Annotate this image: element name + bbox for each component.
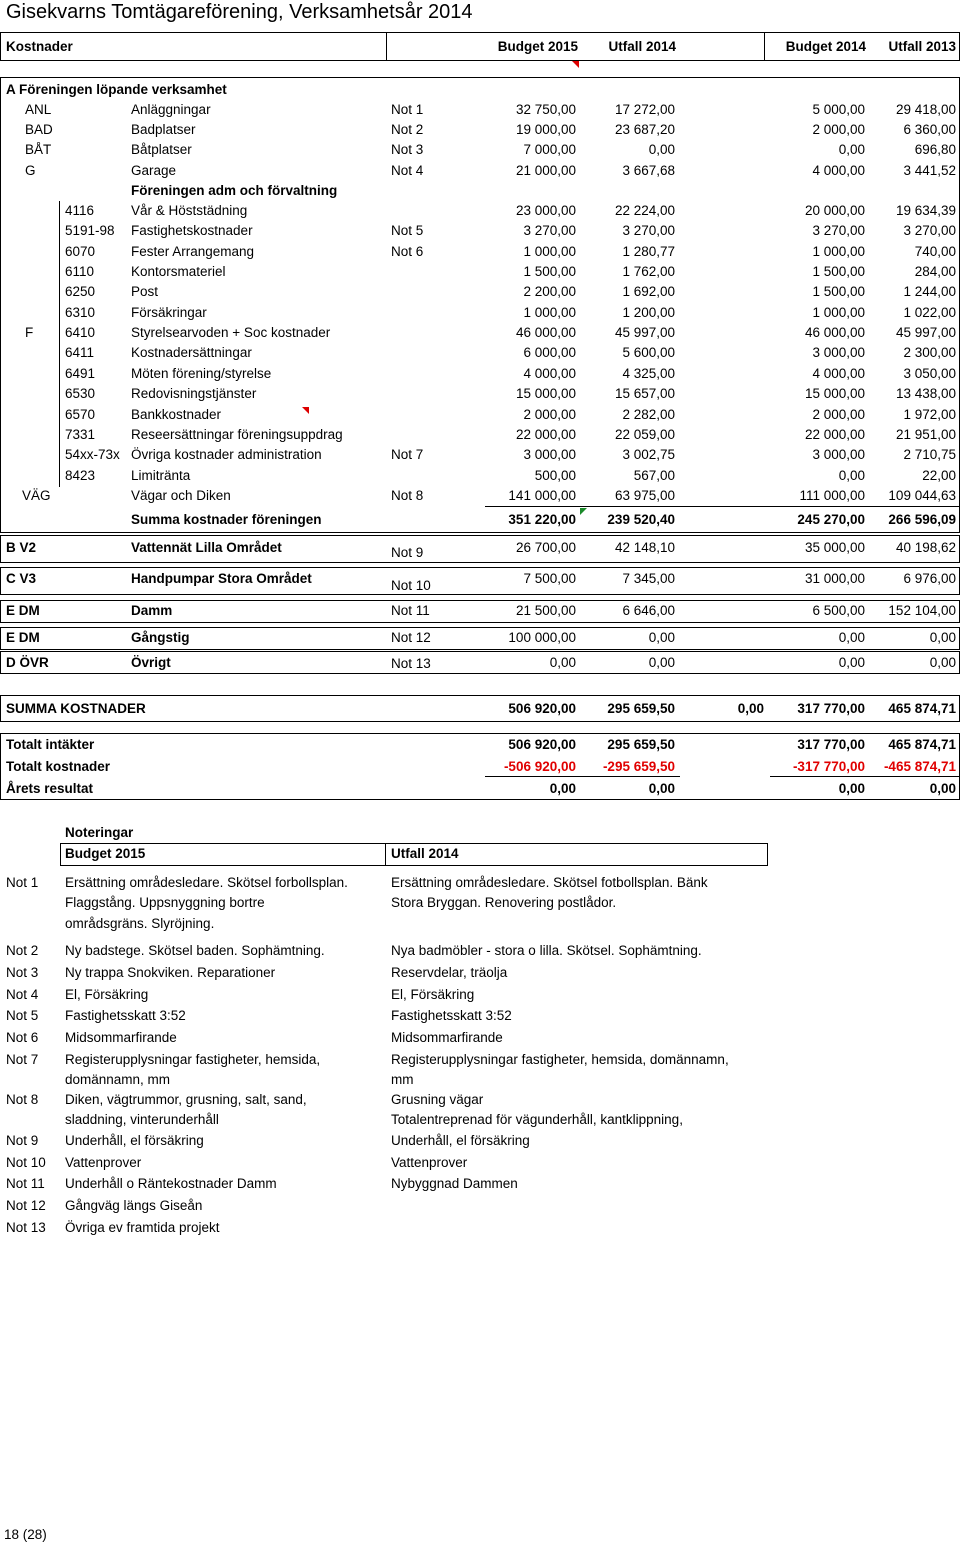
row-budget-2014: 22 000,00	[804, 426, 865, 442]
row-name: Försäkringar	[131, 304, 207, 320]
row-utfall-2013: 3 050,00	[903, 365, 956, 381]
total-budget-2014: -317 770,00	[792, 759, 865, 774]
row-utfall-2013: 1 244,00	[903, 284, 956, 300]
note-utfall-line: Stora Bryggan. Renovering postlådor.	[391, 895, 617, 911]
row-utfall-2013: 1 022,00	[903, 304, 956, 320]
row-budget-2015: 6 000,00	[523, 345, 576, 361]
note-id: Not 8	[6, 1092, 39, 1107]
row-budget-2015: 1 000,00	[523, 304, 576, 320]
note-budget-line: Diken, vägtrummor, grusning, salt, sand,	[65, 1092, 307, 1107]
note-utfall-line: Totalentreprenad för vägunderhåll, kantklippning,	[391, 1112, 683, 1128]
total-budget-2014: 0,00	[838, 781, 865, 796]
note-budget-line: Gångväg längs Giseån	[65, 1198, 203, 1213]
total-budget-2015: 0,00	[549, 781, 576, 796]
note-budget-line: Vattenprover	[65, 1155, 142, 1170]
total-utfall-2014: 0,00	[648, 781, 675, 796]
row-name: Kostnadersättningar	[131, 345, 252, 361]
note-utfall-line: Nya badmöbler - stora o lilla. Skötsel. Sophämtning.	[391, 943, 702, 958]
row-utfall-2013: 6 976,00	[903, 571, 956, 586]
row-note: Not 10	[391, 578, 431, 593]
row-utfall-2014: 42 148,10	[614, 540, 675, 555]
notes-title: Noteringar	[65, 825, 134, 840]
row-account: 6570	[65, 406, 96, 422]
row-name: Garage	[131, 163, 177, 178]
row-budget-2014: 0,00	[838, 630, 865, 645]
row-account: 6530	[65, 386, 96, 402]
row-account: 7331	[65, 426, 96, 442]
row-name: Fester Arrangemang	[131, 243, 255, 259]
row-budget-2014: 111 000,00	[799, 488, 865, 503]
row-name: Fastighetskostnader	[131, 223, 253, 239]
row-name: Kontorsmateriel	[131, 264, 226, 280]
row-budget-2015: 19 000,00	[515, 122, 576, 137]
row-budget-2015: 500,00	[534, 467, 576, 483]
note-utfall-line: Grusning vägar	[391, 1092, 484, 1107]
row-note: Not 11	[391, 603, 430, 618]
total-utfall-2014: -295 659,50	[602, 759, 675, 774]
row-note: Not 9	[391, 545, 424, 560]
row-utfall-2013: 3 441,52	[903, 163, 956, 178]
note-utfall-line: Fastighetsskatt 3:52	[391, 1008, 512, 1023]
summa-kostnader-label: SUMMA KOSTNADER	[6, 701, 146, 716]
row-utfall-2014: 3 002,75	[622, 447, 675, 463]
total-utfall-2013: 465 874,71	[888, 737, 956, 752]
row-account: 54xx-73x	[65, 447, 120, 463]
row-note: Not 8	[391, 488, 424, 503]
row-code: E DM	[6, 603, 40, 618]
comment-marker	[580, 508, 587, 515]
row-budget-2014: 1 000,00	[812, 304, 865, 320]
note-budget-line: Flaggstång. Uppsnyggning bortre	[65, 895, 265, 911]
row-utfall-2013: 0,00	[929, 655, 956, 670]
row-utfall-2013: 21 951,00	[895, 426, 956, 442]
row-utfall-2013: 45 997,00	[895, 325, 956, 341]
row-budget-2015: 7 500,00	[523, 571, 576, 586]
row-budget-2014: 6 500,00	[812, 603, 865, 618]
row-account: 4116	[65, 203, 95, 218]
row-budget-2015: 0,00	[549, 655, 576, 670]
note-utfall-line: Vattenprover	[391, 1155, 468, 1170]
note-utfall-line: Underhåll, el försäkring	[391, 1133, 530, 1148]
row-note: Not 7	[391, 447, 424, 463]
header-utfall-2014: Utfall 2014	[608, 39, 676, 54]
total-budget-2015: 506 920,00	[508, 737, 576, 752]
row-name: Möten förening/styrelse	[131, 365, 272, 381]
row-name: Handpumpar Stora Området	[131, 571, 312, 586]
row-note: Not 2	[391, 122, 424, 137]
row-budget-2014: 31 000,00	[804, 571, 865, 586]
row-name: Övriga kostnader administration	[131, 447, 322, 463]
row-utfall-2013: 13 438,00	[895, 386, 956, 402]
note-id: Not 6	[6, 1030, 39, 1045]
row-name: Post	[131, 284, 159, 300]
row-name: Vägar och Diken	[131, 488, 231, 503]
row-budget-2014: 0,00	[838, 142, 865, 157]
row-account: 6410	[65, 325, 96, 341]
row-utfall-2014: 5 600,00	[622, 345, 675, 361]
total-budget-2015: -506 920,00	[503, 759, 576, 774]
row-note: Not 5	[391, 223, 424, 239]
row-account: 6250	[65, 284, 96, 300]
row-note: Not 6	[391, 243, 424, 259]
row-utfall-2014: 23 687,20	[614, 122, 675, 137]
row-utfall-2014: 45 997,00	[614, 325, 675, 341]
row-name: Övrigt	[131, 655, 171, 670]
row-utfall-2013: 1 972,00	[903, 406, 956, 422]
note-id: Not 5	[6, 1008, 39, 1023]
row-utfall-2014: 1 280,77	[622, 243, 675, 259]
row-account: 6310	[65, 304, 96, 320]
row-code: VÄG	[22, 488, 51, 503]
note-id: Not 10	[6, 1155, 46, 1170]
row-utfall-2013: 19 634,39	[895, 203, 956, 218]
row-budget-2015: 23 000,00	[515, 203, 576, 218]
row-budget-2015: 21 000,00	[515, 163, 576, 178]
row-utfall-2014: 15 657,00	[614, 386, 675, 402]
row-utfall-2014: 22 224,00	[614, 203, 675, 218]
row-utfall-2014: 567,00	[633, 467, 675, 483]
row-budget-2015: 141 000,00	[508, 488, 576, 503]
summa-kostnader-b15: 506 920,00	[508, 701, 576, 716]
row-name: Redovisningstjänster	[131, 386, 257, 402]
row-name: Styrelsearvoden + Soc kostnader	[131, 325, 331, 341]
total-utfall-2013: 0,00	[929, 781, 956, 796]
row-utfall-2014: 4 325,00	[622, 365, 675, 381]
note-id: Not 13	[6, 1220, 46, 1235]
row-budget-2014: 1 500,00	[812, 264, 865, 280]
note-budget-line: Underhåll, el försäkring	[65, 1133, 204, 1148]
total-label: Årets resultat	[6, 781, 94, 796]
note-utfall-line: mm	[391, 1072, 414, 1088]
row-utfall-2014: 1 692,00	[622, 284, 675, 300]
row-utfall-2014: 6 646,00	[622, 603, 675, 618]
row-name: Vår & Höststädning	[131, 203, 248, 218]
row-utfall-2013: 2 300,00	[903, 345, 956, 361]
row-note: Not 12	[391, 630, 431, 645]
note-id: Not 2	[6, 943, 39, 958]
row-utfall-2014: 1 762,00	[622, 264, 675, 280]
row-name: Båtplatser	[131, 142, 192, 157]
row-utfall-2014: 0,00	[648, 142, 675, 157]
row-name: Damm	[131, 603, 173, 618]
header-kostnader: Kostnader	[6, 39, 73, 54]
row-code: ANL	[25, 102, 52, 117]
row-note: Not 1	[391, 102, 424, 117]
row-note: Not 4	[391, 163, 424, 178]
row-name: Vattennät Lilla Området	[131, 540, 282, 555]
row-utfall-2013: 3 270,00	[903, 223, 956, 239]
row-utfall-2014: 22 059,00	[614, 426, 675, 442]
row-utfall-2014: 0,00	[648, 630, 675, 645]
header-utfall-2013: Utfall 2013	[888, 39, 956, 54]
total-label: Totalt kostnader	[6, 759, 111, 774]
row-utfall-2013: 109 044,63	[888, 488, 956, 503]
row-budget-2014: 0,00	[838, 467, 865, 483]
row-budget-2015: 26 700,00	[515, 540, 576, 555]
row-utfall-2014: 3 667,68	[622, 163, 675, 178]
row-utfall-2014: 17 272,00	[614, 102, 675, 117]
note-budget-line: domännamn, mm	[65, 1072, 171, 1088]
note-id: Not 12	[6, 1198, 46, 1213]
row-flag: F	[25, 325, 34, 341]
row-budget-2015: 22 000,00	[515, 426, 576, 442]
row-utfall-2014: 3 270,00	[622, 223, 675, 239]
note-id: Not 11	[6, 1176, 45, 1191]
row-name: Anläggningar	[131, 102, 211, 117]
row-budget-2014: 4 000,00	[812, 365, 865, 381]
row-utfall-2014: 2 282,00	[622, 406, 675, 422]
row-utfall-2013: 40 198,62	[895, 540, 956, 555]
row-budget-2015: 7 000,00	[523, 142, 576, 157]
row-budget-2015: 1 500,00	[523, 264, 576, 280]
note-budget-line: Ny trappa Snokviken. Reparationer	[65, 965, 276, 980]
row-name: Gångstig	[131, 630, 190, 645]
note-budget-line: sladdning, vinterunderhåll	[65, 1112, 219, 1128]
summa-foreningen-u13: 266 596,09	[888, 512, 956, 527]
row-budget-2014: 15 000,00	[804, 386, 865, 402]
row-budget-2014: 20 000,00	[804, 203, 865, 218]
note-id: Not 1	[6, 875, 39, 890]
row-account: 6411	[65, 345, 95, 361]
comment-marker	[572, 61, 579, 68]
row-code: BÅT	[25, 142, 52, 157]
row-utfall-2014: 1 200,00	[622, 304, 675, 320]
note-budget-line: Registerupplysningar fastigheter, hemsida,	[65, 1052, 321, 1067]
summa-kostnader-extra: 0,00	[737, 701, 764, 716]
row-utfall-2013: 696,80	[914, 142, 956, 157]
row-account: 6070	[65, 243, 96, 259]
row-code: D ÖVR	[6, 655, 49, 670]
note-budget-line: områdsgräns. Slyröjning.	[65, 915, 215, 931]
row-budget-2015: 3 270,00	[523, 223, 576, 239]
row-code: B V2	[6, 540, 37, 555]
notes-utfall-header: Utfall 2014	[391, 846, 459, 861]
note-budget-line: Övriga ev framtida projekt	[65, 1220, 220, 1235]
note-utfall-line: Ersättning områdesledare. Skötsel fotbollsplan. Bänk	[391, 875, 708, 890]
row-budget-2014: 5 000,00	[812, 102, 865, 117]
note-id: Not 9	[6, 1133, 39, 1148]
summa-kostnader-b14: 317 770,00	[797, 701, 865, 716]
row-utfall-2013: 284,00	[914, 264, 956, 280]
summa-kostnader-u14: 295 659,50	[607, 701, 675, 716]
row-name: Badplatser	[131, 122, 196, 137]
page-number: 18 (28)	[4, 1527, 47, 1542]
row-budget-2015: 2 200,00	[523, 284, 576, 300]
row-utfall-2014: 7 345,00	[622, 571, 675, 586]
row-utfall-2014: 0,00	[648, 655, 675, 670]
row-budget-2015: 46 000,00	[515, 325, 576, 341]
row-budget-2014: 0,00	[838, 655, 865, 670]
page-title: Gisekvarns Tomtägareförening, Verksamhetsår 2014	[6, 1, 473, 23]
row-utfall-2013: 740,00	[914, 243, 956, 259]
row-budget-2014: 46 000,00	[804, 325, 865, 341]
row-budget-2015: 100 000,00	[508, 630, 576, 645]
summa-kostnader-u13: 465 874,71	[888, 701, 956, 716]
total-budget-2014: 317 770,00	[797, 737, 865, 752]
row-utfall-2013: 152 104,00	[888, 603, 956, 618]
row-budget-2015: 15 000,00	[515, 386, 576, 402]
note-id: Not 3	[6, 965, 39, 980]
underline	[485, 776, 680, 777]
row-note: Not 3	[391, 142, 424, 157]
underline	[770, 776, 960, 777]
row-budget-2015: 32 750,00	[515, 102, 576, 117]
note-budget-line: Underhåll o Räntekostnader Damm	[65, 1176, 277, 1191]
row-note: Not 13	[391, 656, 431, 671]
row-utfall-2013: 29 418,00	[895, 102, 956, 117]
row-code: C V3	[6, 571, 37, 586]
row-account: 8423	[65, 467, 96, 483]
row-code: BAD	[25, 122, 53, 137]
group-adm-title: Föreningen adm och förvaltning	[131, 183, 338, 198]
summa-foreningen-b15: 351 220,00	[508, 512, 576, 527]
note-budget-line: Fastighetsskatt 3:52	[65, 1008, 186, 1023]
row-utfall-2013: 2 710,75	[903, 447, 956, 463]
row-code: G	[25, 163, 36, 178]
row-budget-2014: 35 000,00	[804, 540, 865, 555]
row-account: 5191-98	[65, 223, 115, 239]
header-budget-2015: Budget 2015	[497, 39, 578, 54]
note-budget-line: Ersättning områdesledare. Skötsel forbollsplan.	[65, 875, 348, 890]
row-budget-2015: 21 500,00	[515, 603, 576, 618]
row-budget-2015: 2 000,00	[523, 406, 576, 422]
total-utfall-2013: -465 874,71	[883, 759, 956, 774]
row-budget-2014: 1 500,00	[812, 284, 865, 300]
notes-budget-header: Budget 2015	[65, 846, 146, 861]
note-budget-line: Ny badstege. Skötsel baden. Sophämtning.	[65, 943, 325, 958]
note-id: Not 4	[6, 987, 39, 1002]
row-name: Reseersättningar föreningsuppdrag	[131, 426, 343, 442]
note-id: Not 7	[6, 1052, 39, 1067]
comment-marker	[302, 407, 309, 414]
row-budget-2014: 2 000,00	[812, 122, 865, 137]
row-code: E DM	[6, 630, 40, 645]
row-budget-2015: 3 000,00	[523, 447, 576, 463]
total-utfall-2014: 295 659,50	[607, 737, 675, 752]
row-budget-2015: 1 000,00	[523, 243, 576, 259]
note-utfall-line: Midsommarfirande	[391, 1030, 503, 1045]
header-budget-2014: Budget 2014	[785, 39, 866, 54]
row-name: Limitränta	[131, 467, 191, 483]
row-budget-2014: 3 000,00	[812, 345, 865, 361]
row-budget-2014: 3 270,00	[812, 223, 865, 239]
summa-foreningen-u14: 239 520,40	[607, 512, 675, 527]
note-utfall-line: Nybyggnad Dammen	[391, 1176, 518, 1191]
row-account: 6491	[65, 365, 96, 381]
row-utfall-2014: 63 975,00	[614, 488, 675, 503]
note-utfall-line: Reservdelar, träolja	[391, 965, 508, 980]
note-utfall-line: Registerupplysningar fastigheter, hemsida, domännamn,	[391, 1052, 729, 1067]
summa-foreningen-b14: 245 270,00	[797, 512, 865, 527]
summa-foreningen-label: Summa kostnader föreningen	[131, 512, 322, 527]
row-utfall-2013: 22,00	[922, 467, 956, 483]
row-name: Bankkostnader	[131, 406, 222, 422]
row-budget-2014: 3 000,00	[812, 447, 865, 463]
row-utfall-2013: 0,00	[929, 630, 956, 645]
row-budget-2014: 4 000,00	[812, 163, 865, 178]
note-utfall-line: El, Försäkring	[391, 987, 475, 1002]
row-budget-2014: 2 000,00	[812, 406, 865, 422]
row-budget-2015: 4 000,00	[523, 365, 576, 381]
section-a-title: A Föreningen löpande verksamhet	[6, 82, 227, 97]
row-account: 6110	[65, 264, 95, 280]
note-budget-line: El, Försäkring	[65, 987, 149, 1002]
row-utfall-2013: 6 360,00	[903, 122, 956, 137]
total-label: Totalt intäkter	[6, 737, 95, 752]
note-budget-line: Midsommarfirande	[65, 1030, 177, 1045]
row-budget-2014: 1 000,00	[812, 243, 865, 259]
